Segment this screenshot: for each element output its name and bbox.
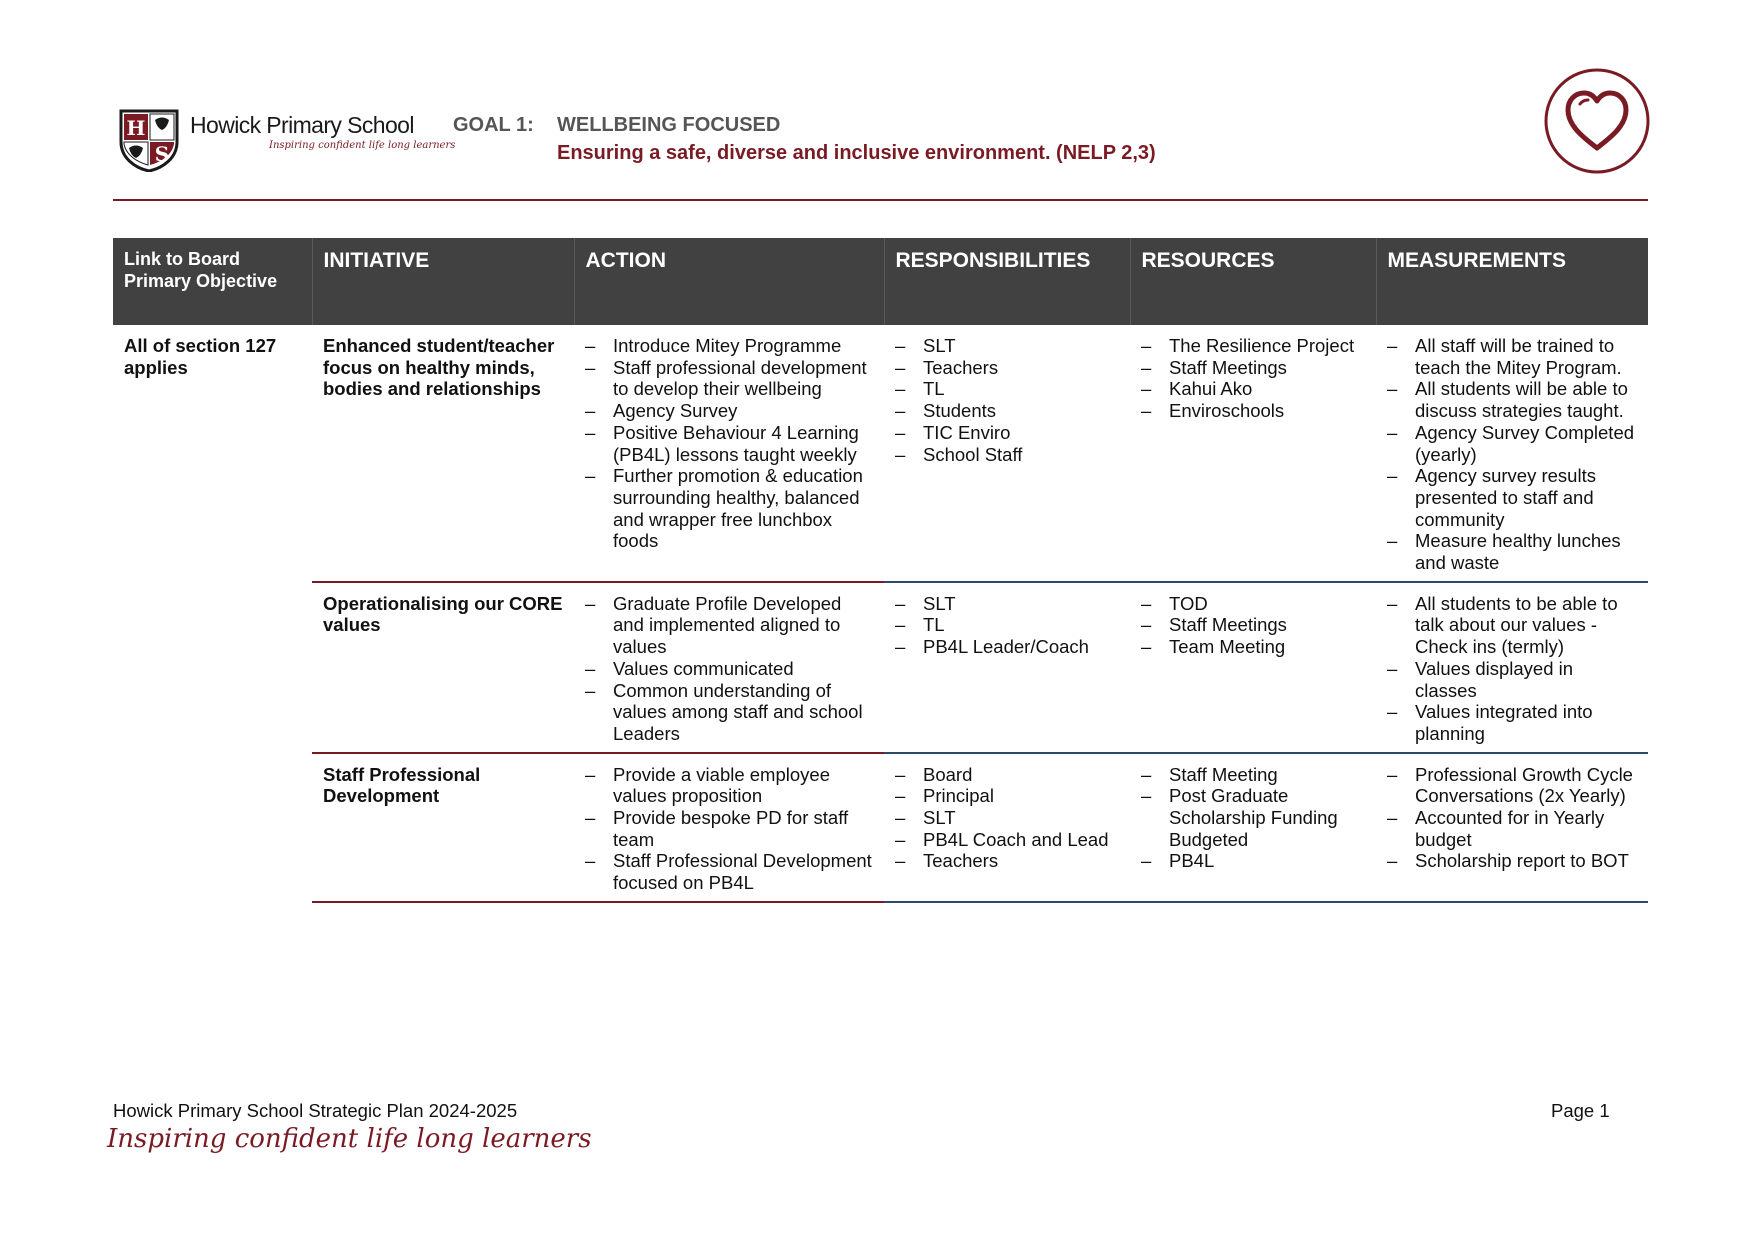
school-crest-icon xyxy=(117,108,181,172)
action-list xyxy=(585,335,874,552)
list-item: – PB4L Coach and Lead xyxy=(895,829,1120,851)
list-item: – Enviroschools xyxy=(1141,400,1366,422)
table-row xyxy=(113,325,1648,582)
table-row xyxy=(113,753,1648,902)
list-item: – Kahui Ako xyxy=(1141,378,1366,400)
list-item: – TL xyxy=(895,378,1120,400)
measurements-list xyxy=(1387,335,1638,574)
list-item: – Teachers xyxy=(895,357,1120,379)
list-item: – Board xyxy=(895,764,1120,786)
action-cell xyxy=(574,325,884,582)
goal-subtitle: Ensuring a safe, diverse and inclusive environment. (NELP 2,3) xyxy=(557,142,1156,164)
list-item: – Agency Survey Completed (yearly) xyxy=(1387,422,1638,465)
list-item: – SLT xyxy=(895,807,1120,829)
resources-list xyxy=(1141,593,1366,658)
heart-icon xyxy=(1544,68,1650,174)
column-header-action: ACTION xyxy=(574,238,884,325)
list-item: – All students to be able to talk about our values - Check ins (termly) xyxy=(1387,593,1638,658)
responsibilities-list xyxy=(895,335,1120,465)
list-item: – All staff will be trained to teach the Mitey Program. xyxy=(1387,335,1638,378)
list-item: – Principal xyxy=(895,785,1120,807)
table-row xyxy=(113,582,1648,753)
list-item: – PB4L Leader/Coach xyxy=(895,636,1120,658)
list-item: – Common understanding of values among staff and school Leaders xyxy=(585,680,874,745)
school-name: Howick Primary School xyxy=(190,112,414,138)
resources-list xyxy=(1141,764,1366,873)
responsibilities-list xyxy=(895,764,1120,873)
action-cell xyxy=(574,582,884,753)
column-header-responsibilities: RESPONSIBILITIES xyxy=(884,238,1130,325)
list-item: – Graduate Profile Developed and implemented aligned to values xyxy=(585,593,874,658)
list-item: – Provide a viable employee values proposition xyxy=(585,764,874,807)
resources-cell xyxy=(1130,753,1376,902)
strategic-plan-table xyxy=(113,238,1648,903)
list-item: – Values integrated into planning xyxy=(1387,701,1638,744)
resources-list xyxy=(1141,335,1366,422)
initiative-cell: Enhanced student/teacher focus on healthy minds, bodies and relationships xyxy=(312,325,574,582)
list-item: – All students will be able to discuss strategies taught. xyxy=(1387,378,1638,421)
action-list xyxy=(585,593,874,745)
list-item: – TIC Enviro xyxy=(895,422,1120,444)
list-item: – Further promotion & education surrounding healthy, balanced and wrapper free lunchbox foods xyxy=(585,465,874,552)
page-number: Page 1 xyxy=(1551,1100,1610,1121)
list-item: – Provide bespoke PD for staff team xyxy=(585,807,874,850)
list-item: – Staff Meetings xyxy=(1141,614,1366,636)
responsibilities-cell xyxy=(884,582,1130,753)
footer-plan-title: Howick Primary School Strategic Plan 2024-2025 xyxy=(113,1100,518,1121)
responsibilities-cell xyxy=(884,753,1130,902)
action-cell xyxy=(574,753,884,902)
list-item: – Values communicated xyxy=(585,658,874,680)
initiative-cell: Operationalising our CORE values xyxy=(312,582,574,753)
column-header-measurements: MEASUREMENTS xyxy=(1376,238,1648,325)
list-item: – Team Meeting xyxy=(1141,636,1366,658)
resources-cell xyxy=(1130,325,1376,582)
list-item: – The Resilience Project xyxy=(1141,335,1366,357)
list-item: – School Staff xyxy=(895,444,1120,466)
list-item: – Positive Behaviour 4 Learning (PB4L) lessons taught weekly xyxy=(585,422,874,465)
list-item: – SLT xyxy=(895,335,1120,357)
crest-letter-h: H xyxy=(126,116,146,140)
list-item: – TOD xyxy=(1141,593,1366,615)
list-item: – TL xyxy=(895,614,1120,636)
table-header-row xyxy=(113,238,1648,325)
measurements-cell xyxy=(1376,582,1648,753)
list-item: – SLT xyxy=(895,593,1120,615)
list-item: – Students xyxy=(895,400,1120,422)
column-header-board-objective: Link to Board Primary Objective xyxy=(113,238,312,325)
footer-tagline: Inspiring confident life long learners xyxy=(107,1124,592,1154)
crest-letter-s: S xyxy=(154,142,170,166)
list-item: – Staff professional development to develop their wellbeing xyxy=(585,357,874,400)
logo-tagline: Inspiring confident life long learners xyxy=(269,140,456,151)
list-item: – Post Graduate Scholarship Funding Budgeted xyxy=(1141,785,1366,850)
measurements-cell xyxy=(1376,753,1648,902)
initiative-cell: Staff Professional Development xyxy=(312,753,574,902)
list-item: – Agency survey results presented to staff and community xyxy=(1387,465,1638,530)
list-item: – Accounted for in Yearly budget xyxy=(1387,807,1638,850)
responsibilities-cell xyxy=(884,325,1130,582)
list-item: – Teachers xyxy=(895,850,1120,872)
measurements-list xyxy=(1387,764,1638,873)
column-header-resources: RESOURCES xyxy=(1130,238,1376,325)
school-logo xyxy=(117,108,456,174)
list-item: – Staff Meeting xyxy=(1141,764,1366,786)
measurements-cell xyxy=(1376,325,1648,582)
list-item: – Staff Professional Development focused on PB4L xyxy=(585,850,874,893)
responsibilities-list xyxy=(895,593,1120,658)
header-divider xyxy=(113,199,1648,201)
list-item: – PB4L xyxy=(1141,850,1366,872)
list-item: – Agency Survey xyxy=(585,400,874,422)
column-header-initiative: INITIATIVE xyxy=(312,238,574,325)
list-item: – Values displayed in classes xyxy=(1387,658,1638,701)
action-list xyxy=(585,764,874,894)
goal-label: GOAL 1: xyxy=(453,114,534,136)
list-item: – Professional Growth Cycle Conversations (2x Yearly) xyxy=(1387,764,1638,807)
list-item: – Scholarship report to BOT xyxy=(1387,850,1638,872)
list-item: – Introduce Mitey Programme xyxy=(585,335,874,357)
measurements-list xyxy=(1387,593,1638,745)
goal-title: WELLBEING FOCUSED xyxy=(557,114,781,136)
board-objective-cell: All of section 127 applies xyxy=(124,335,277,378)
resources-cell xyxy=(1130,582,1376,753)
list-item: – Measure healthy lunches and waste xyxy=(1387,530,1638,573)
list-item: – Staff Meetings xyxy=(1141,357,1366,379)
